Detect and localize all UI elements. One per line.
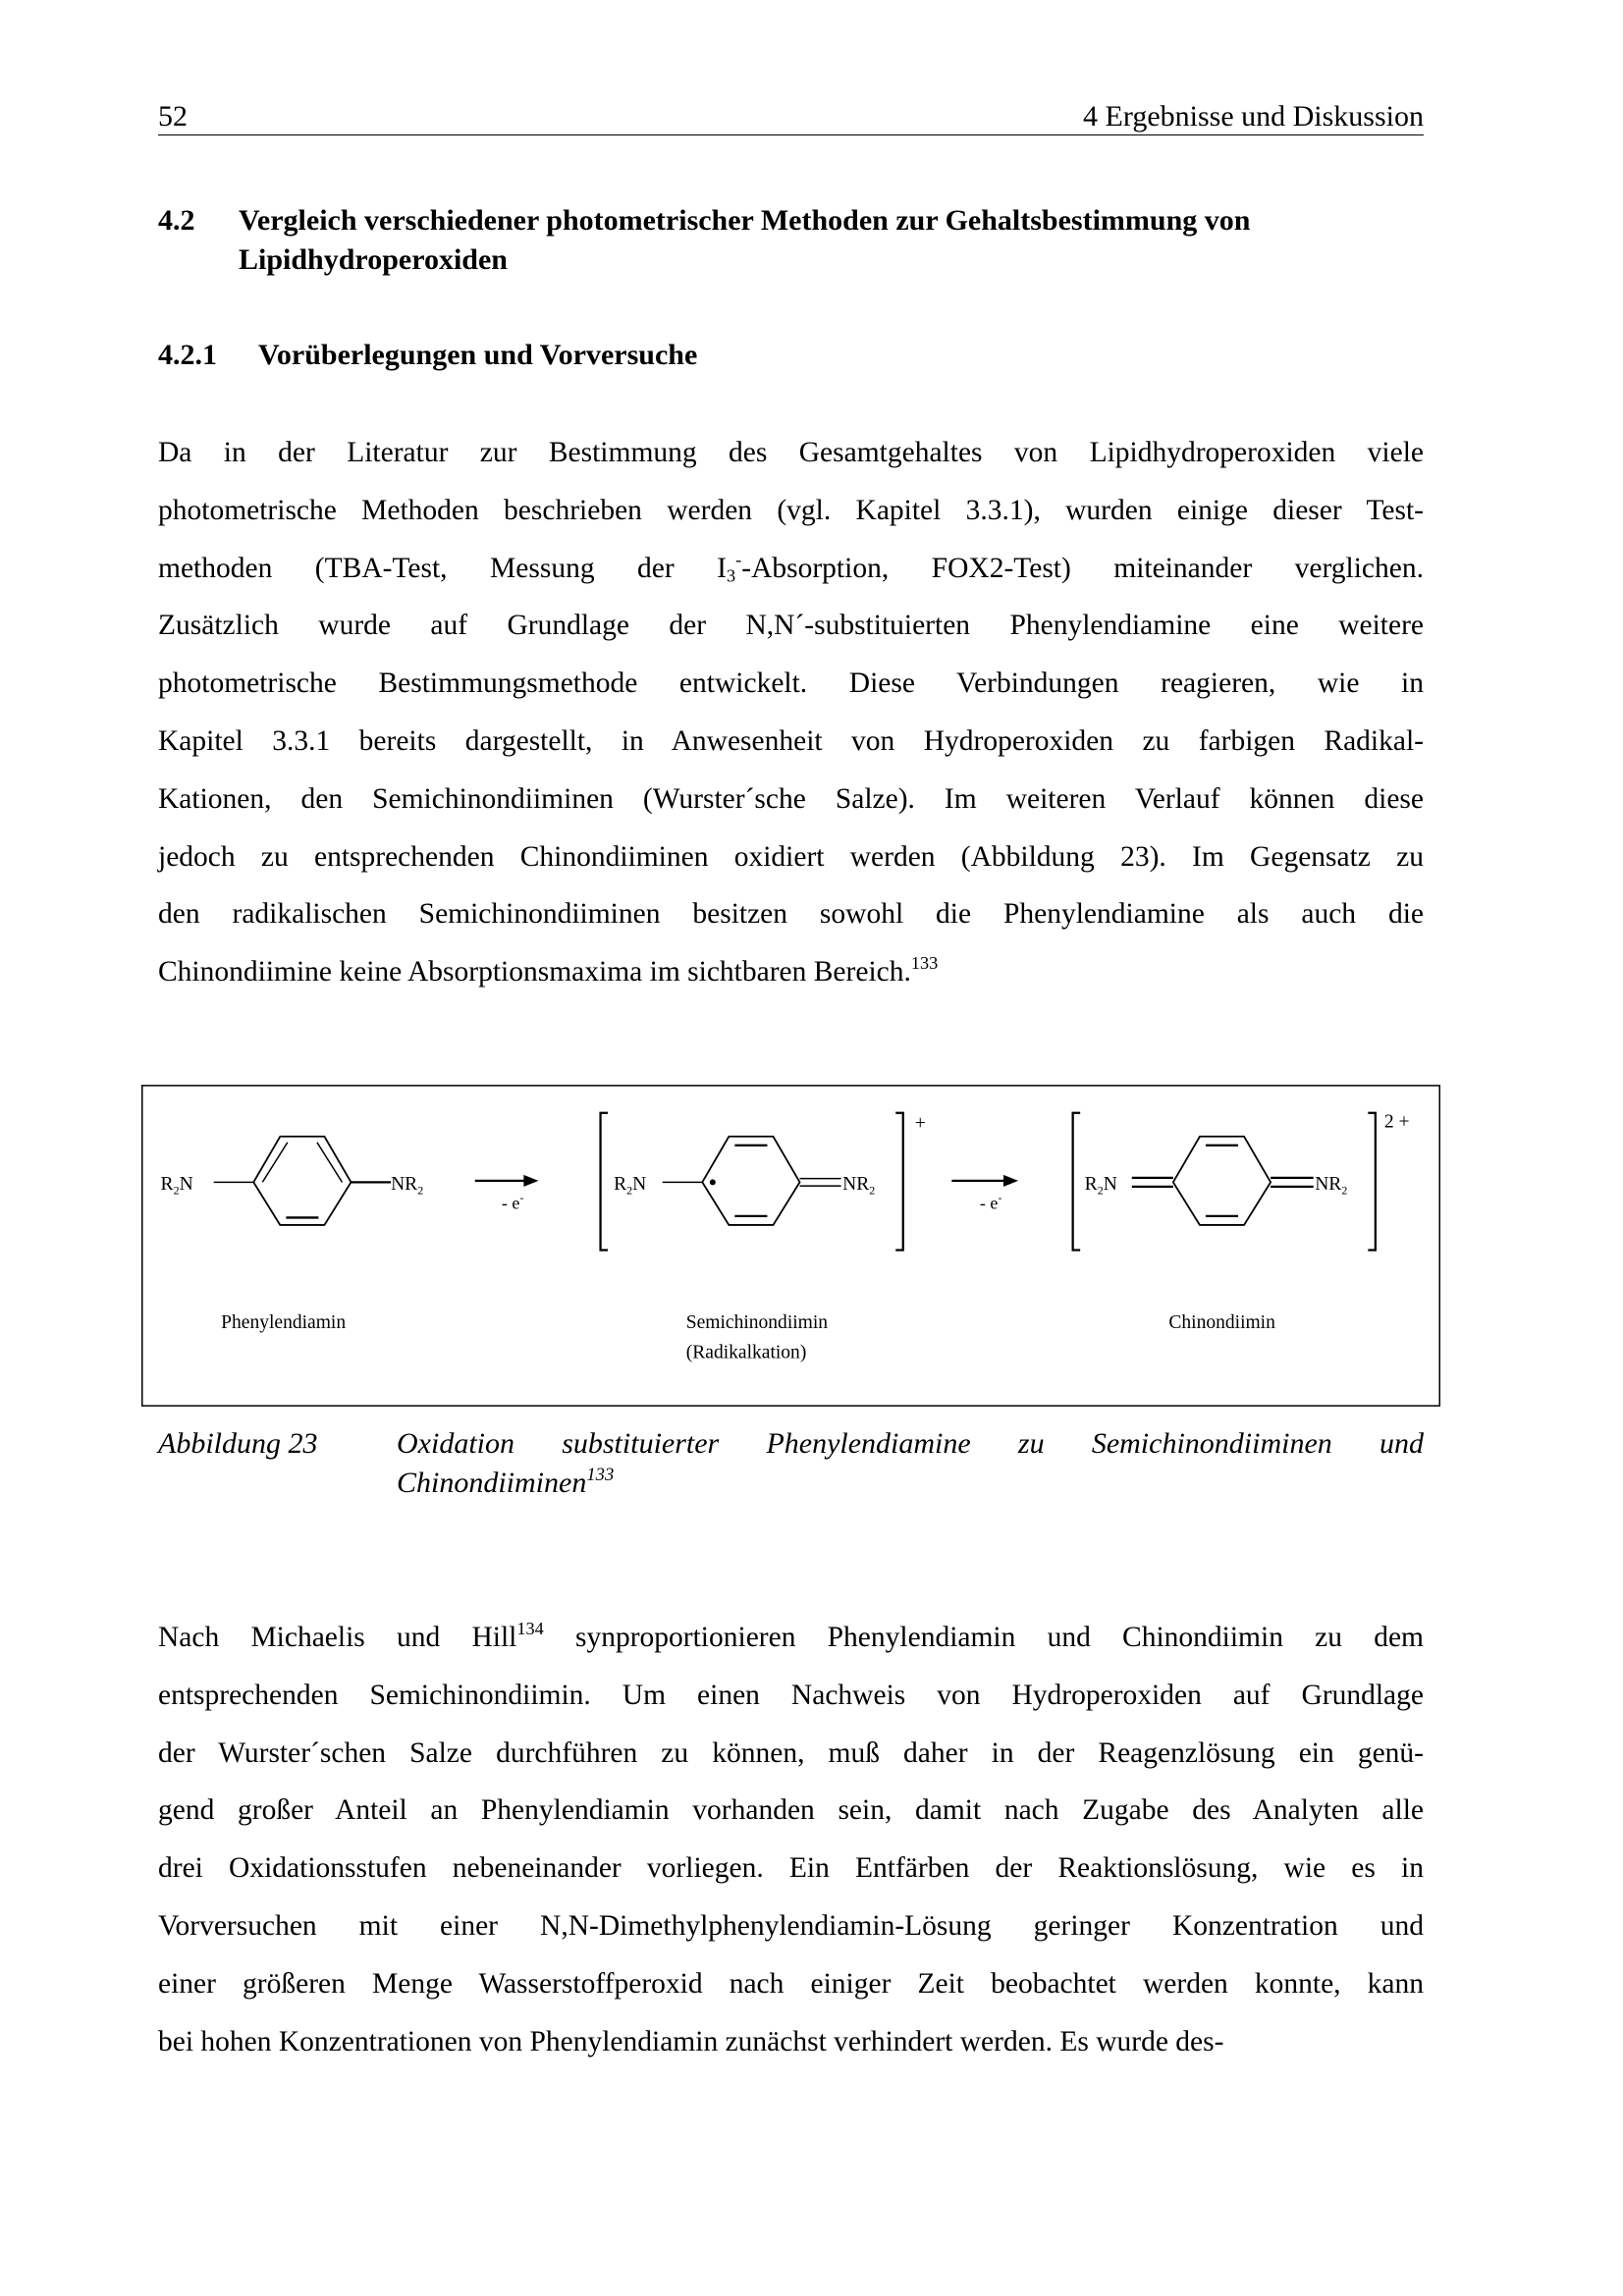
superscript: 134: [516, 1619, 544, 1639]
text-line: [158, 943, 1424, 1001]
semichinondiimin-structure: [601, 1113, 926, 1251]
label-semichinondiimin: Semichinondiimin: [685, 1312, 829, 1334]
text-run: einer größeren Menge Wasserstoffperoxid nach einiger Zeit beobachtet werden konnte, kann: [158, 1967, 1424, 2000]
nr2-label: $NR_2$: [391, 1173, 424, 1198]
text-line: [158, 655, 1424, 713]
text-run: photometrische Methoden beschrieben werden (vgl. Kapitel 3.3.1), wurden einige dieser Test-: [158, 494, 1424, 526]
text-line: [158, 1897, 1424, 1955]
subsection-number: 4.2.1: [158, 339, 217, 371]
text-line: [158, 771, 1424, 828]
label-phenylendiamin: Phenylendiamin: [221, 1312, 347, 1334]
subsection-title: Vorüberlegungen und Vorversuche: [258, 339, 698, 371]
section-number: 4.2: [158, 204, 195, 237]
superscript: -: [735, 549, 742, 569]
text-line: [158, 482, 1424, 540]
text-run: methoden (TBA-Test, Messung der I: [158, 552, 728, 584]
running-header-chapter: 4 Ergebnisse und Diskussion: [1083, 100, 1424, 133]
text-run: Da in der Literatur zur Bestimmung des Gesamtgehaltes von Lipidhydroperoxiden viele: [158, 437, 1424, 468]
text-run: Zusätzlich wurde auf Grundlage der N,N´-substituierten Phenylendiamine eine weitere: [158, 610, 1424, 642]
text-run: -Absorption, FOX2-Test) miteinander verglichen.: [741, 552, 1424, 584]
text-line: [158, 424, 1424, 482]
svg-text:- e-: - e-: [979, 1190, 1002, 1213]
r2n-label: $R_2N$: [1084, 1173, 1117, 1198]
text-line: [397, 1424, 1424, 1464]
text-run: der Wurster´schen Salze durchführen zu können, muß daher in der Reagenzlösung ein genü-: [158, 1736, 1424, 1769]
text-run: Chinondiiminen: [397, 1467, 587, 1499]
phenylendiamin-structure: [161, 1137, 424, 1225]
figure-caption-number: Abbildung 23: [158, 1427, 318, 1460]
superscript: 133: [586, 1464, 615, 1485]
text-line: [158, 885, 1424, 943]
text-run: Oxidation substituierter Phenylendiamine zu Semichinondiiminen und: [397, 1427, 1424, 1460]
text-line: [158, 1667, 1424, 1725]
r2n-label: $R_2N$: [614, 1173, 647, 1198]
text-line: [158, 1725, 1424, 1783]
text-line: [158, 1609, 1424, 1667]
text-run: Vorversuchen mit einer N,N-Dimethylphenylendiamin-Lösung geringer Konzentration und: [158, 1909, 1424, 1942]
text-line: [158, 2013, 1424, 2071]
text-line: [397, 1464, 1424, 1503]
text-line: [158, 1955, 1424, 2013]
paragraph-2: [158, 1609, 1424, 2070]
chinondiimin-structure: [1073, 1112, 1410, 1251]
text-line: [158, 597, 1424, 655]
text-run: synproportionieren Phenylendiamin und Chinondiimin zu dem: [543, 1622, 1424, 1653]
radical-dot: [710, 1179, 716, 1185]
text-run: den radikalischen Semichinondiiminen besitzen sowohl die Phenylendiamine als auch die: [158, 898, 1424, 931]
nr2-label: $NR_2$: [1315, 1173, 1348, 1198]
text-run: bei hohen Konzentrationen von Phenylendiamin zunächst verhindert werden. Es wurde des-: [158, 2025, 1224, 2057]
text-run: jedoch zu entsprechenden Chinondiiminen oxidiert werden (Abbildung 23). Im Gegensatz zu: [158, 840, 1424, 873]
text-run: gend großer Anteil an Phenylendiamin vorhanden sein, damit nach Zugabe des Analyten alle: [158, 1794, 1424, 1827]
nr2-label: $NR_2$: [842, 1173, 876, 1198]
text-line: [158, 713, 1424, 771]
reaction-scheme-figure: [141, 1085, 1440, 1407]
section-title: Vergleich verschiedener photometrischer Methoden zur Gehaltsbestimmung von Lipidhydroperoxiden: [239, 204, 1251, 276]
text-run: Chinondiimine keine Absorptionsmaxima im sichtbaren Bereich.: [158, 956, 911, 988]
text-run: entsprechenden Semichinondiimin. Um einen Nachweis von Hydroperoxiden auf Grundlage: [158, 1679, 1424, 1711]
header-rule: [158, 134, 1424, 135]
text-run: Kationen, den Semichinondiiminen (Wurster´sche Salze). Im weiteren Verlauf können diese: [158, 782, 1424, 815]
paragraph-1: [158, 424, 1424, 1001]
text-run: photometrische Bestimmungsmethode entwickelt. Diese Verbindungen reagieren, wie in: [158, 667, 1424, 700]
text-run: drei Oxidationsstufen nebeneinander vorliegen. Ein Entfärben der Reaktionslösung, wie es in: [158, 1852, 1424, 1885]
text-line: [158, 828, 1424, 886]
label-radikalkation: (Radikalkation): [685, 1342, 807, 1363]
page-number: 52: [158, 100, 188, 133]
svg-text:2 +: 2 +: [1383, 1111, 1410, 1133]
text-run: Kapitel 3.3.1 bereits dargestellt, in Anwesenheit von Hydroperoxiden zu farbigen Radikal-: [158, 724, 1424, 757]
reaction-arrow-2: [951, 1175, 1018, 1213]
text-line: [158, 540, 1424, 598]
label-chinondiimin: Chinondiimin: [1168, 1312, 1275, 1334]
r2n-label: $R_2N$: [160, 1173, 193, 1198]
text-line: [158, 1782, 1424, 1840]
svg-text:- e-: - e-: [501, 1190, 524, 1213]
svg-text:+: +: [914, 1113, 926, 1135]
superscript: 133: [910, 953, 939, 974]
text-line: [158, 1840, 1424, 1897]
text-run: Nach Michaelis und Hill: [158, 1622, 517, 1653]
subscript: 3: [727, 565, 736, 586]
reaction-arrow-1: [475, 1175, 539, 1213]
figure-caption-text: [397, 1424, 1424, 1503]
